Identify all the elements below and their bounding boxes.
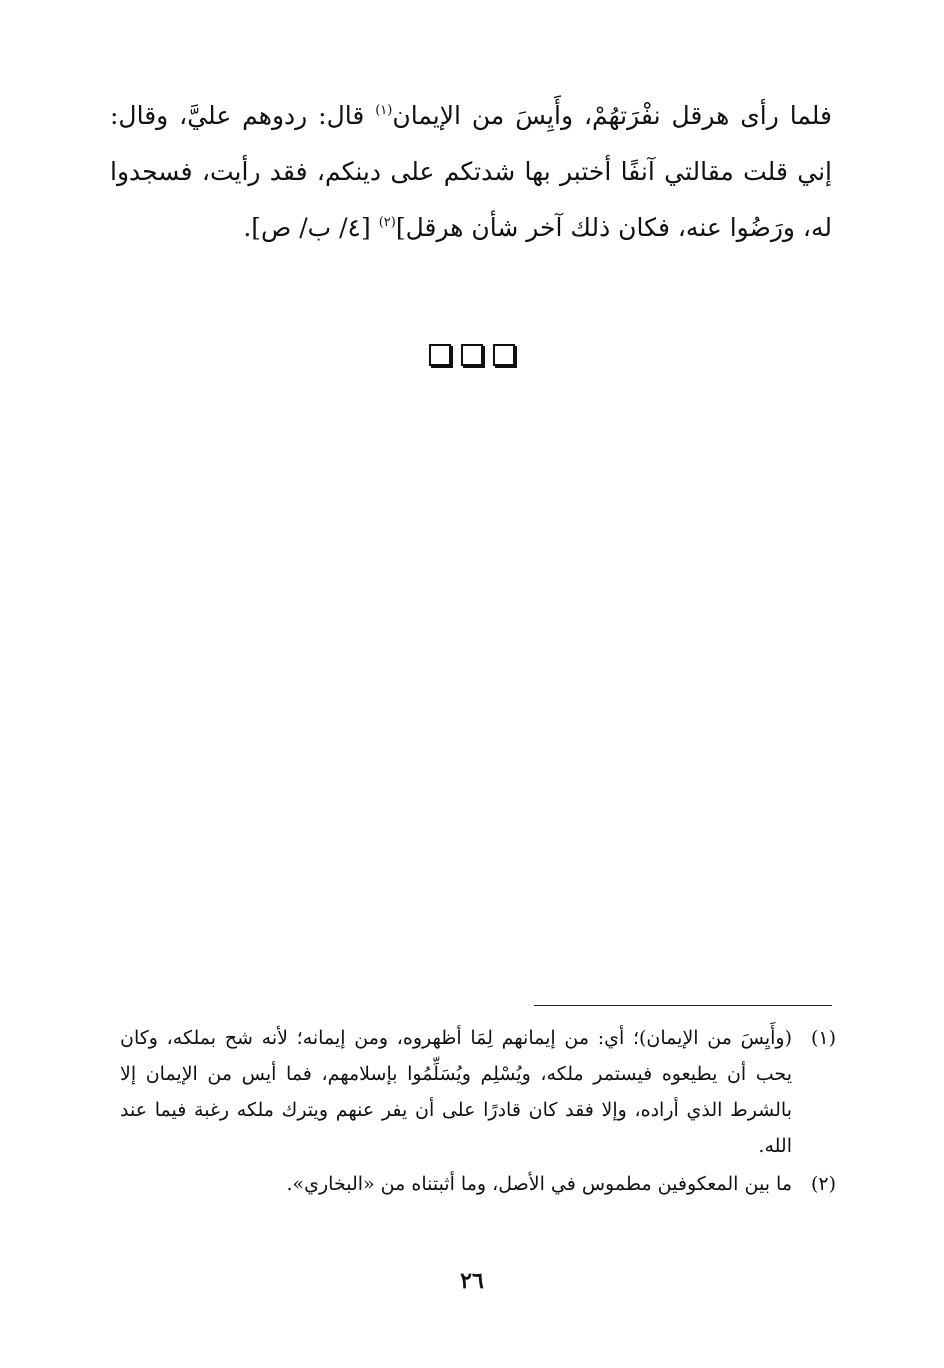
main-text-segment-1: فلما رأى هرقل نفْرَتهُمْ، وأَيِسَ من الإيمان	[392, 101, 832, 130]
footnote-text: ما بين المعكوفين مطموس في الأصل، وما أثبتناه من «البخاري».	[286, 1173, 792, 1195]
main-paragraph	[110, 88, 832, 256]
footnote-number: (٢)	[810, 1173, 836, 1195]
separator-square-icon	[461, 344, 483, 366]
footnote-text: (وأَيِسَ من الإيمان)؛ أي: من إيمانهم لِمَا أظهروه، ومن إيمانه؛ لأنه شح بملكه، وكان يحب أن يطيعوه فيستمر ملكه، ويُسْلِم ويُسَلِّمُوا بإسلامهم، فما أيس من الإيمان إلا بالشرط الذي أراده، وإلا فقد كان قادرًا على أن يفر عنهم ويترك ملكه رغبة فيما عند الله.	[120, 1027, 792, 1157]
main-text-segment-2: قال: ردوهم عليَّ، وقال: إني قلت مقالتي آنفًا أختبر بها شدتكم على دينكم، فقد رأيت، فسجدوا له، ورَضُوا عنه، فكان ذلك آخر شأن هرقل]	[110, 101, 832, 242]
footnote-ref-2: (٢)	[378, 215, 396, 230]
main-text-segment-3: [٤/ ب/ ص].	[243, 213, 379, 242]
section-separator	[0, 344, 944, 366]
footnote-ref-1: (١)	[375, 103, 393, 118]
page-number: ٢٦	[460, 1268, 484, 1294]
footnote-1	[120, 1020, 836, 1164]
footnotes	[120, 1020, 836, 1202]
footnote-number: (١)	[810, 1027, 836, 1049]
footnote-divider	[534, 1005, 832, 1006]
footnote-2	[120, 1166, 836, 1202]
separator-square-icon	[493, 344, 515, 366]
main-paragraph-text	[110, 88, 832, 256]
separator-square-icon	[429, 344, 451, 366]
